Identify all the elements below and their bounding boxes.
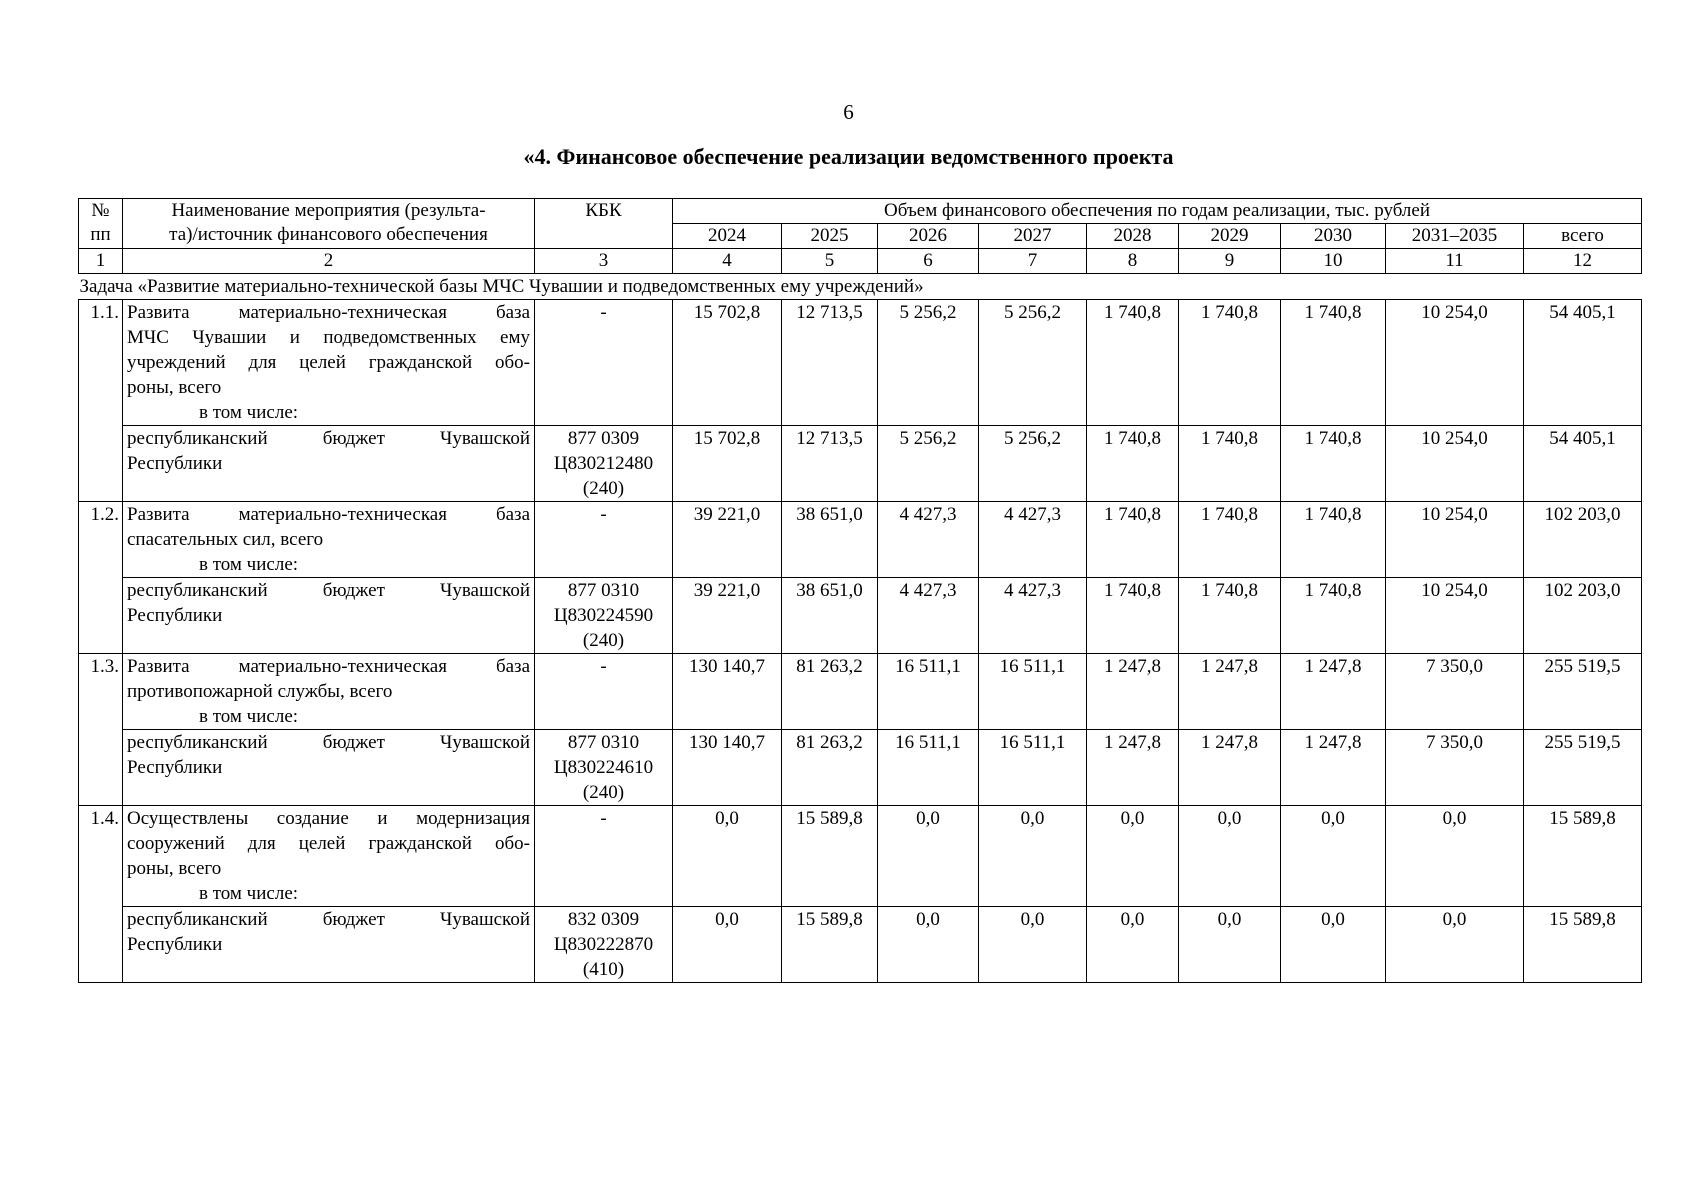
section-title: «4. Финансовое обеспечение реализации ведомственного проекта bbox=[523, 144, 1174, 169]
column-number: 10 bbox=[1281, 249, 1386, 274]
source-kbk-line: (240) bbox=[582, 782, 625, 803]
total-value: 102 203,0 bbox=[1524, 502, 1642, 578]
source-year-value: 1 247,8 bbox=[1281, 730, 1386, 806]
column-number: 12 bbox=[1524, 249, 1642, 274]
year-value: 39 221,0 bbox=[673, 502, 782, 578]
year-value: 4 427,3 bbox=[878, 502, 979, 578]
activity-name-line: Развита материально-техническая база bbox=[127, 656, 530, 677]
column-number: 6 bbox=[878, 249, 979, 274]
header-row-1 bbox=[79, 199, 1642, 224]
column-number: 8 bbox=[1087, 249, 1179, 274]
funding-source-line: Республики bbox=[127, 453, 223, 474]
source-year-value: 10 254,0 bbox=[1386, 578, 1524, 654]
source-year-value: 0,0 bbox=[1281, 907, 1386, 983]
header-year: 2030 bbox=[1281, 224, 1386, 249]
year-value: 0,0 bbox=[1386, 806, 1524, 907]
source-row bbox=[79, 578, 1642, 654]
header-year: 2029 bbox=[1179, 224, 1281, 249]
header-num-line2: пп bbox=[90, 224, 111, 245]
financing-table bbox=[78, 198, 1642, 983]
row-number: 1.1. bbox=[79, 300, 123, 502]
year-value: 12 713,5 bbox=[782, 300, 878, 426]
year-value: 15 589,8 bbox=[782, 806, 878, 907]
row-number: 1.3. bbox=[79, 654, 123, 806]
year-value: 0,0 bbox=[1179, 806, 1281, 907]
funding-source-line: Республики bbox=[127, 757, 223, 778]
source-year-value: 38 651,0 bbox=[782, 578, 878, 654]
kbk-cell: - bbox=[535, 806, 673, 907]
source-row bbox=[79, 426, 1642, 502]
table-row bbox=[79, 806, 1642, 907]
funding-source-line: Республики bbox=[127, 934, 223, 955]
kbk-cell: - bbox=[535, 654, 673, 730]
year-value: 7 350,0 bbox=[1386, 654, 1524, 730]
source-row bbox=[79, 730, 1642, 806]
source-year-value: 16 511,1 bbox=[979, 730, 1087, 806]
column-number: 2 bbox=[123, 249, 535, 274]
year-value: 1 740,8 bbox=[1087, 300, 1179, 426]
source-kbk-line: (240) bbox=[582, 630, 625, 651]
year-value: 10 254,0 bbox=[1386, 300, 1524, 426]
source-year-value: 1 740,8 bbox=[1281, 578, 1386, 654]
source-year-value: 130 140,7 bbox=[673, 730, 782, 806]
activity-name bbox=[123, 654, 535, 730]
header-total: всего bbox=[1524, 224, 1642, 249]
including-label: в том числе: bbox=[199, 883, 299, 904]
activity-name bbox=[123, 300, 535, 426]
source-year-value: 1 740,8 bbox=[1179, 578, 1281, 654]
header-volume: Объем финансового обеспечения по годам реализации, тыс. рублей bbox=[673, 199, 1642, 224]
source-year-value: 1 247,8 bbox=[1179, 730, 1281, 806]
including-label: в том числе: bbox=[199, 706, 299, 727]
source-year-value: 12 713,5 bbox=[782, 426, 878, 502]
source-year-value: 7 350,0 bbox=[1386, 730, 1524, 806]
funding-source-line: республиканский бюджет Чувашской bbox=[127, 909, 530, 930]
funding-source-line: Республики bbox=[127, 605, 223, 626]
source-kbk-cell bbox=[535, 730, 673, 806]
year-value: 16 511,1 bbox=[878, 654, 979, 730]
funding-source bbox=[123, 426, 535, 502]
source-year-value: 1 740,8 bbox=[1087, 578, 1179, 654]
source-year-value: 10 254,0 bbox=[1386, 426, 1524, 502]
source-year-value: 0,0 bbox=[1087, 907, 1179, 983]
activity-name bbox=[123, 806, 535, 907]
column-number: 11 bbox=[1386, 249, 1524, 274]
source-total-value: 255 519,5 bbox=[1524, 730, 1642, 806]
year-value: 0,0 bbox=[673, 806, 782, 907]
page-number: 6 bbox=[843, 100, 854, 124]
table-row bbox=[79, 300, 1642, 426]
header-year: 2026 bbox=[878, 224, 979, 249]
source-kbk-line: 832 0309 bbox=[567, 909, 640, 930]
total-value: 15 589,8 bbox=[1524, 806, 1642, 907]
activity-name-line: Осуществлены создание и модернизация bbox=[127, 808, 530, 829]
source-year-value: 4 427,3 bbox=[878, 578, 979, 654]
table-row bbox=[79, 654, 1642, 730]
source-year-value: 1 740,8 bbox=[1087, 426, 1179, 502]
total-value: 255 519,5 bbox=[1524, 654, 1642, 730]
funding-source-line: республиканский бюджет Чувашской bbox=[127, 428, 530, 449]
source-kbk-cell bbox=[535, 907, 673, 983]
source-kbk-line: Ц830222870 bbox=[553, 934, 654, 955]
source-kbk-line: Ц830212480 bbox=[553, 453, 654, 474]
row-number: 1.2. bbox=[79, 502, 123, 654]
column-numbers-row bbox=[79, 249, 1642, 274]
source-kbk-line: 877 0309 bbox=[567, 428, 640, 449]
year-value: 81 263,2 bbox=[782, 654, 878, 730]
year-value: 1 740,8 bbox=[1281, 300, 1386, 426]
column-number: 4 bbox=[673, 249, 782, 274]
activity-name-line: учреждений для целей гражданской обо- bbox=[127, 352, 530, 373]
year-value: 1 740,8 bbox=[1179, 300, 1281, 426]
activity-name bbox=[123, 502, 535, 578]
header-name-line2: та)/источник финансового обеспечения bbox=[169, 224, 488, 245]
source-year-value: 0,0 bbox=[673, 907, 782, 983]
source-kbk-line: Ц830224590 bbox=[553, 605, 654, 626]
year-value: 1 740,8 bbox=[1179, 502, 1281, 578]
source-kbk-line: (410) bbox=[582, 959, 625, 980]
year-value: 5 256,2 bbox=[979, 300, 1087, 426]
row-number: 1.4. bbox=[79, 806, 123, 983]
source-year-value: 15 589,8 bbox=[782, 907, 878, 983]
year-value: 10 254,0 bbox=[1386, 502, 1524, 578]
year-value: 1 740,8 bbox=[1087, 502, 1179, 578]
year-value: 16 511,1 bbox=[979, 654, 1087, 730]
year-value: 1 247,8 bbox=[1179, 654, 1281, 730]
source-kbk-cell bbox=[535, 578, 673, 654]
source-total-value: 54 405,1 bbox=[1524, 426, 1642, 502]
funding-source-line: республиканский бюджет Чувашской bbox=[127, 732, 530, 753]
kbk-cell: - bbox=[535, 502, 673, 578]
source-year-value: 39 221,0 bbox=[673, 578, 782, 654]
activity-name-line: Развита материально-техническая база bbox=[127, 302, 530, 323]
source-year-value: 15 702,8 bbox=[673, 426, 782, 502]
year-value: 1 247,8 bbox=[1281, 654, 1386, 730]
source-kbk-line: (240) bbox=[582, 478, 625, 499]
funding-source bbox=[123, 730, 535, 806]
source-year-value: 1 740,8 bbox=[1281, 426, 1386, 502]
source-year-value: 4 427,3 bbox=[979, 578, 1087, 654]
year-value: 4 427,3 bbox=[979, 502, 1087, 578]
funding-source-line: республиканский бюджет Чувашской bbox=[127, 580, 530, 601]
year-value: 0,0 bbox=[878, 806, 979, 907]
year-value: 0,0 bbox=[1087, 806, 1179, 907]
header-kbk: КБК bbox=[535, 199, 673, 249]
year-value: 0,0 bbox=[1281, 806, 1386, 907]
header-year: 2028 bbox=[1087, 224, 1179, 249]
including-label: в том числе: bbox=[199, 402, 299, 423]
header-year: 2027 bbox=[979, 224, 1087, 249]
source-year-value: 81 263,2 bbox=[782, 730, 878, 806]
activity-name-line: роны, всего bbox=[127, 858, 222, 879]
source-kbk-line: 877 0310 bbox=[567, 580, 640, 601]
source-year-value: 5 256,2 bbox=[979, 426, 1087, 502]
column-number: 1 bbox=[79, 249, 123, 274]
year-value: 15 702,8 bbox=[673, 300, 782, 426]
activity-name-line: сооружений для целей гражданской обо- bbox=[127, 833, 530, 854]
year-value: 1 740,8 bbox=[1281, 502, 1386, 578]
year-value: 130 140,7 bbox=[673, 654, 782, 730]
activity-name-line: роны, всего bbox=[127, 377, 222, 398]
source-year-value: 0,0 bbox=[878, 907, 979, 983]
table-row bbox=[79, 502, 1642, 578]
funding-source bbox=[123, 907, 535, 983]
activity-name-line: МЧС Чувашии и подведомственных ему bbox=[127, 327, 530, 348]
source-year-value: 0,0 bbox=[1386, 907, 1524, 983]
funding-source bbox=[123, 578, 535, 654]
header-year: 2024 bbox=[673, 224, 782, 249]
column-number: 3 bbox=[535, 249, 673, 274]
source-kbk-line: Ц830224610 bbox=[553, 757, 654, 778]
total-value: 54 405,1 bbox=[1524, 300, 1642, 426]
column-number: 7 bbox=[979, 249, 1087, 274]
task-row bbox=[79, 274, 1642, 300]
source-total-value: 15 589,8 bbox=[1524, 907, 1642, 983]
kbk-cell: - bbox=[535, 300, 673, 426]
source-kbk-cell bbox=[535, 426, 673, 502]
header-num bbox=[79, 199, 123, 249]
source-kbk-line: 877 0310 bbox=[567, 732, 640, 753]
header-name-line1: Наименование мероприятия (результа- bbox=[171, 200, 486, 221]
year-value: 1 247,8 bbox=[1087, 654, 1179, 730]
header-name bbox=[123, 199, 535, 249]
year-value: 5 256,2 bbox=[878, 300, 979, 426]
source-year-value: 5 256,2 bbox=[878, 426, 979, 502]
activity-name-line: спасательных сил, всего bbox=[127, 529, 324, 550]
including-label: в том числе: bbox=[199, 554, 299, 575]
year-value: 38 651,0 bbox=[782, 502, 878, 578]
column-number: 9 bbox=[1179, 249, 1281, 274]
header-num-line1: № bbox=[91, 200, 110, 221]
source-year-value: 0,0 bbox=[979, 907, 1087, 983]
activity-name-line: Развита материально-техническая база bbox=[127, 504, 530, 525]
source-year-value: 0,0 bbox=[1179, 907, 1281, 983]
year-value: 0,0 bbox=[979, 806, 1087, 907]
column-number: 5 bbox=[782, 249, 878, 274]
header-year: 2031–2035 bbox=[1386, 224, 1524, 249]
source-total-value: 102 203,0 bbox=[1524, 578, 1642, 654]
source-year-value: 1 740,8 bbox=[1179, 426, 1281, 502]
source-year-value: 1 247,8 bbox=[1087, 730, 1179, 806]
source-year-value: 16 511,1 bbox=[878, 730, 979, 806]
header-year: 2025 bbox=[782, 224, 878, 249]
activity-name-line: противопожарной службы, всего bbox=[127, 681, 393, 702]
task-title: Задача «Развитие материально-технической базы МЧС Чувашии и подведомственных ему учреждений» bbox=[79, 274, 1642, 300]
source-row bbox=[79, 907, 1642, 983]
